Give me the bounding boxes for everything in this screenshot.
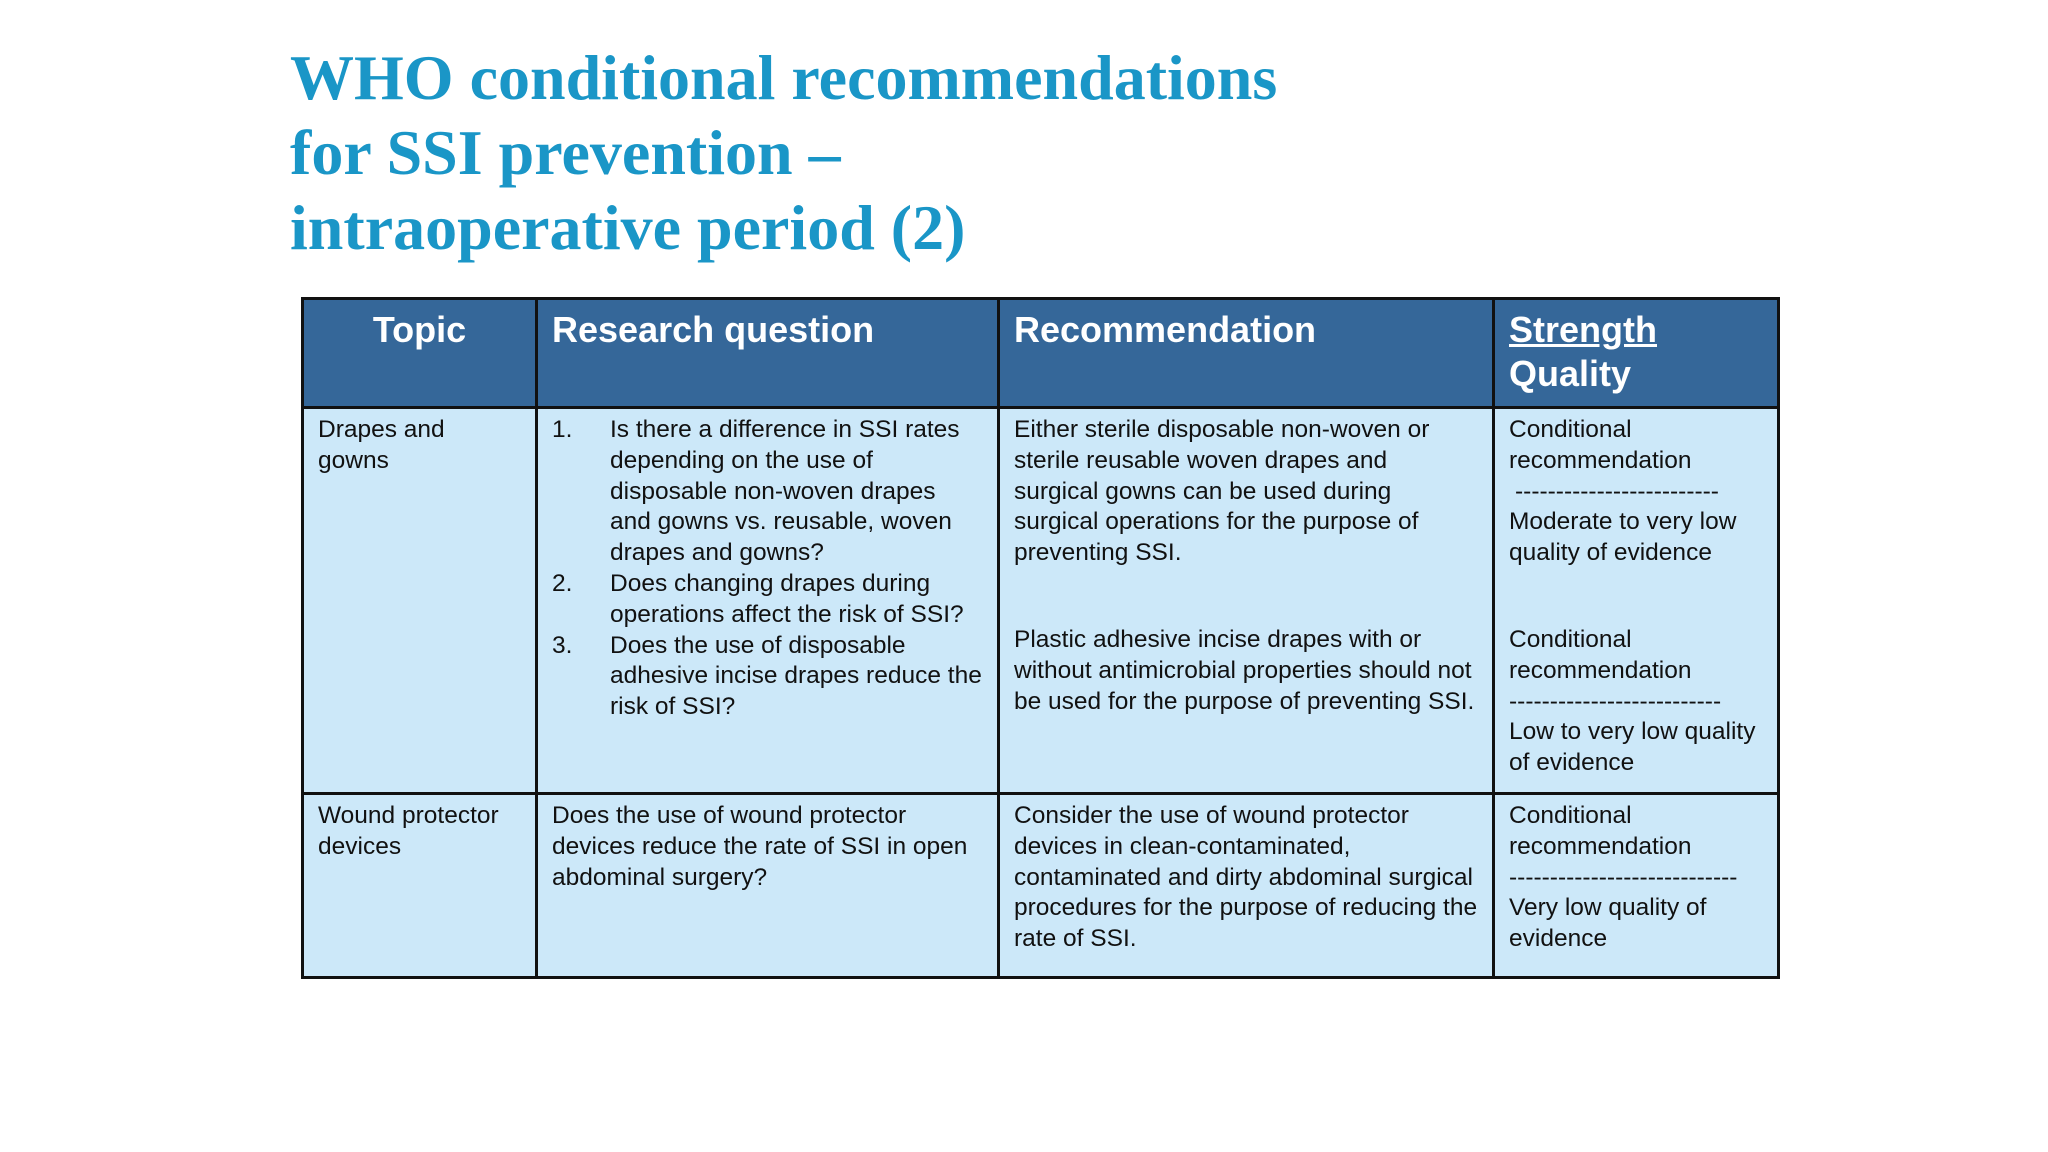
strength-text: Conditional recommendation [1509,416,1692,474]
cell-topic: Drapes and gowns [303,408,537,794]
quality-text: Moderate to very low quality of evidence [1509,508,1737,567]
table-row [303,794,1779,978]
separator: ---------------------------- [1509,863,1738,891]
strength-quality-block [1509,415,1763,569]
question-text: Does changing drapes during operations affect the risk of SSI? [610,569,964,628]
cell-strength-quality [1494,408,1779,794]
slide-title [290,40,1790,265]
strength-quality-block [1509,625,1763,779]
quality-text: Low to very low quality of evidence [1509,718,1756,777]
header-topic: Topic [303,299,537,408]
cell-strength-quality [1494,794,1779,978]
list-item [552,415,983,569]
header-strength: Strength [1509,309,1657,350]
header-recommendation: Recommendation [999,299,1494,408]
list-item [552,569,983,631]
cell-recommendation: Consider the use of wound protector devices in clean-contaminated, contaminated and dirty abdominal surgical procedures for the purpose of reducing the rate of SSI. [999,794,1494,978]
table-header-row [303,299,1779,408]
question-number: 3. [552,631,573,659]
question-number: 1. [552,416,573,443]
recommendation-text: Either sterile disposable non-woven or sterile reusable woven drapes and surgical gowns can be used during surgical operations for the purpose of preventing SSI. [1014,416,1430,567]
separator: -------------------------- [1509,687,1722,715]
list-item [552,631,983,723]
recommendations-table [301,297,1780,979]
title-line-3: intraoperative period (2) [290,192,966,263]
quality-text: Very low quality of evidence [1509,894,1707,953]
recommendation-text: Plastic adhesive incise drapes with or without antimicrobial properties should not be used for the purpose of preventing SSI. [1014,625,1475,715]
header-quality: Quality [1509,353,1632,394]
question-list [552,415,983,723]
cell-topic: Wound protector devices [303,794,537,978]
question-number: 2. [552,569,573,597]
table-row [303,408,1779,794]
header-research-question: Research question [537,299,999,408]
cell-recommendation [999,408,1494,794]
question-text: Is there a difference in SSI rates depending on the use of disposable non-woven drapes and gowns vs. reusable, woven drapes and gowns? [610,416,960,567]
strength-text: Conditional recommendation [1509,802,1692,860]
cell-research-question: Does the use of wound protector devices reduce the rate of SSI in open abdominal surgery? [537,794,999,978]
cell-research-question [537,408,999,794]
strength-text: Conditional recommendation [1509,625,1692,684]
title-line-2: for SSI prevention – [290,117,841,188]
separator: ------------------------- [1515,477,1719,505]
title-line-1: WHO conditional recommendations [290,42,1278,113]
header-strength-quality [1494,299,1779,408]
question-text: Does the use of disposable adhesive incise drapes reduce the risk of SSI? [610,631,982,721]
